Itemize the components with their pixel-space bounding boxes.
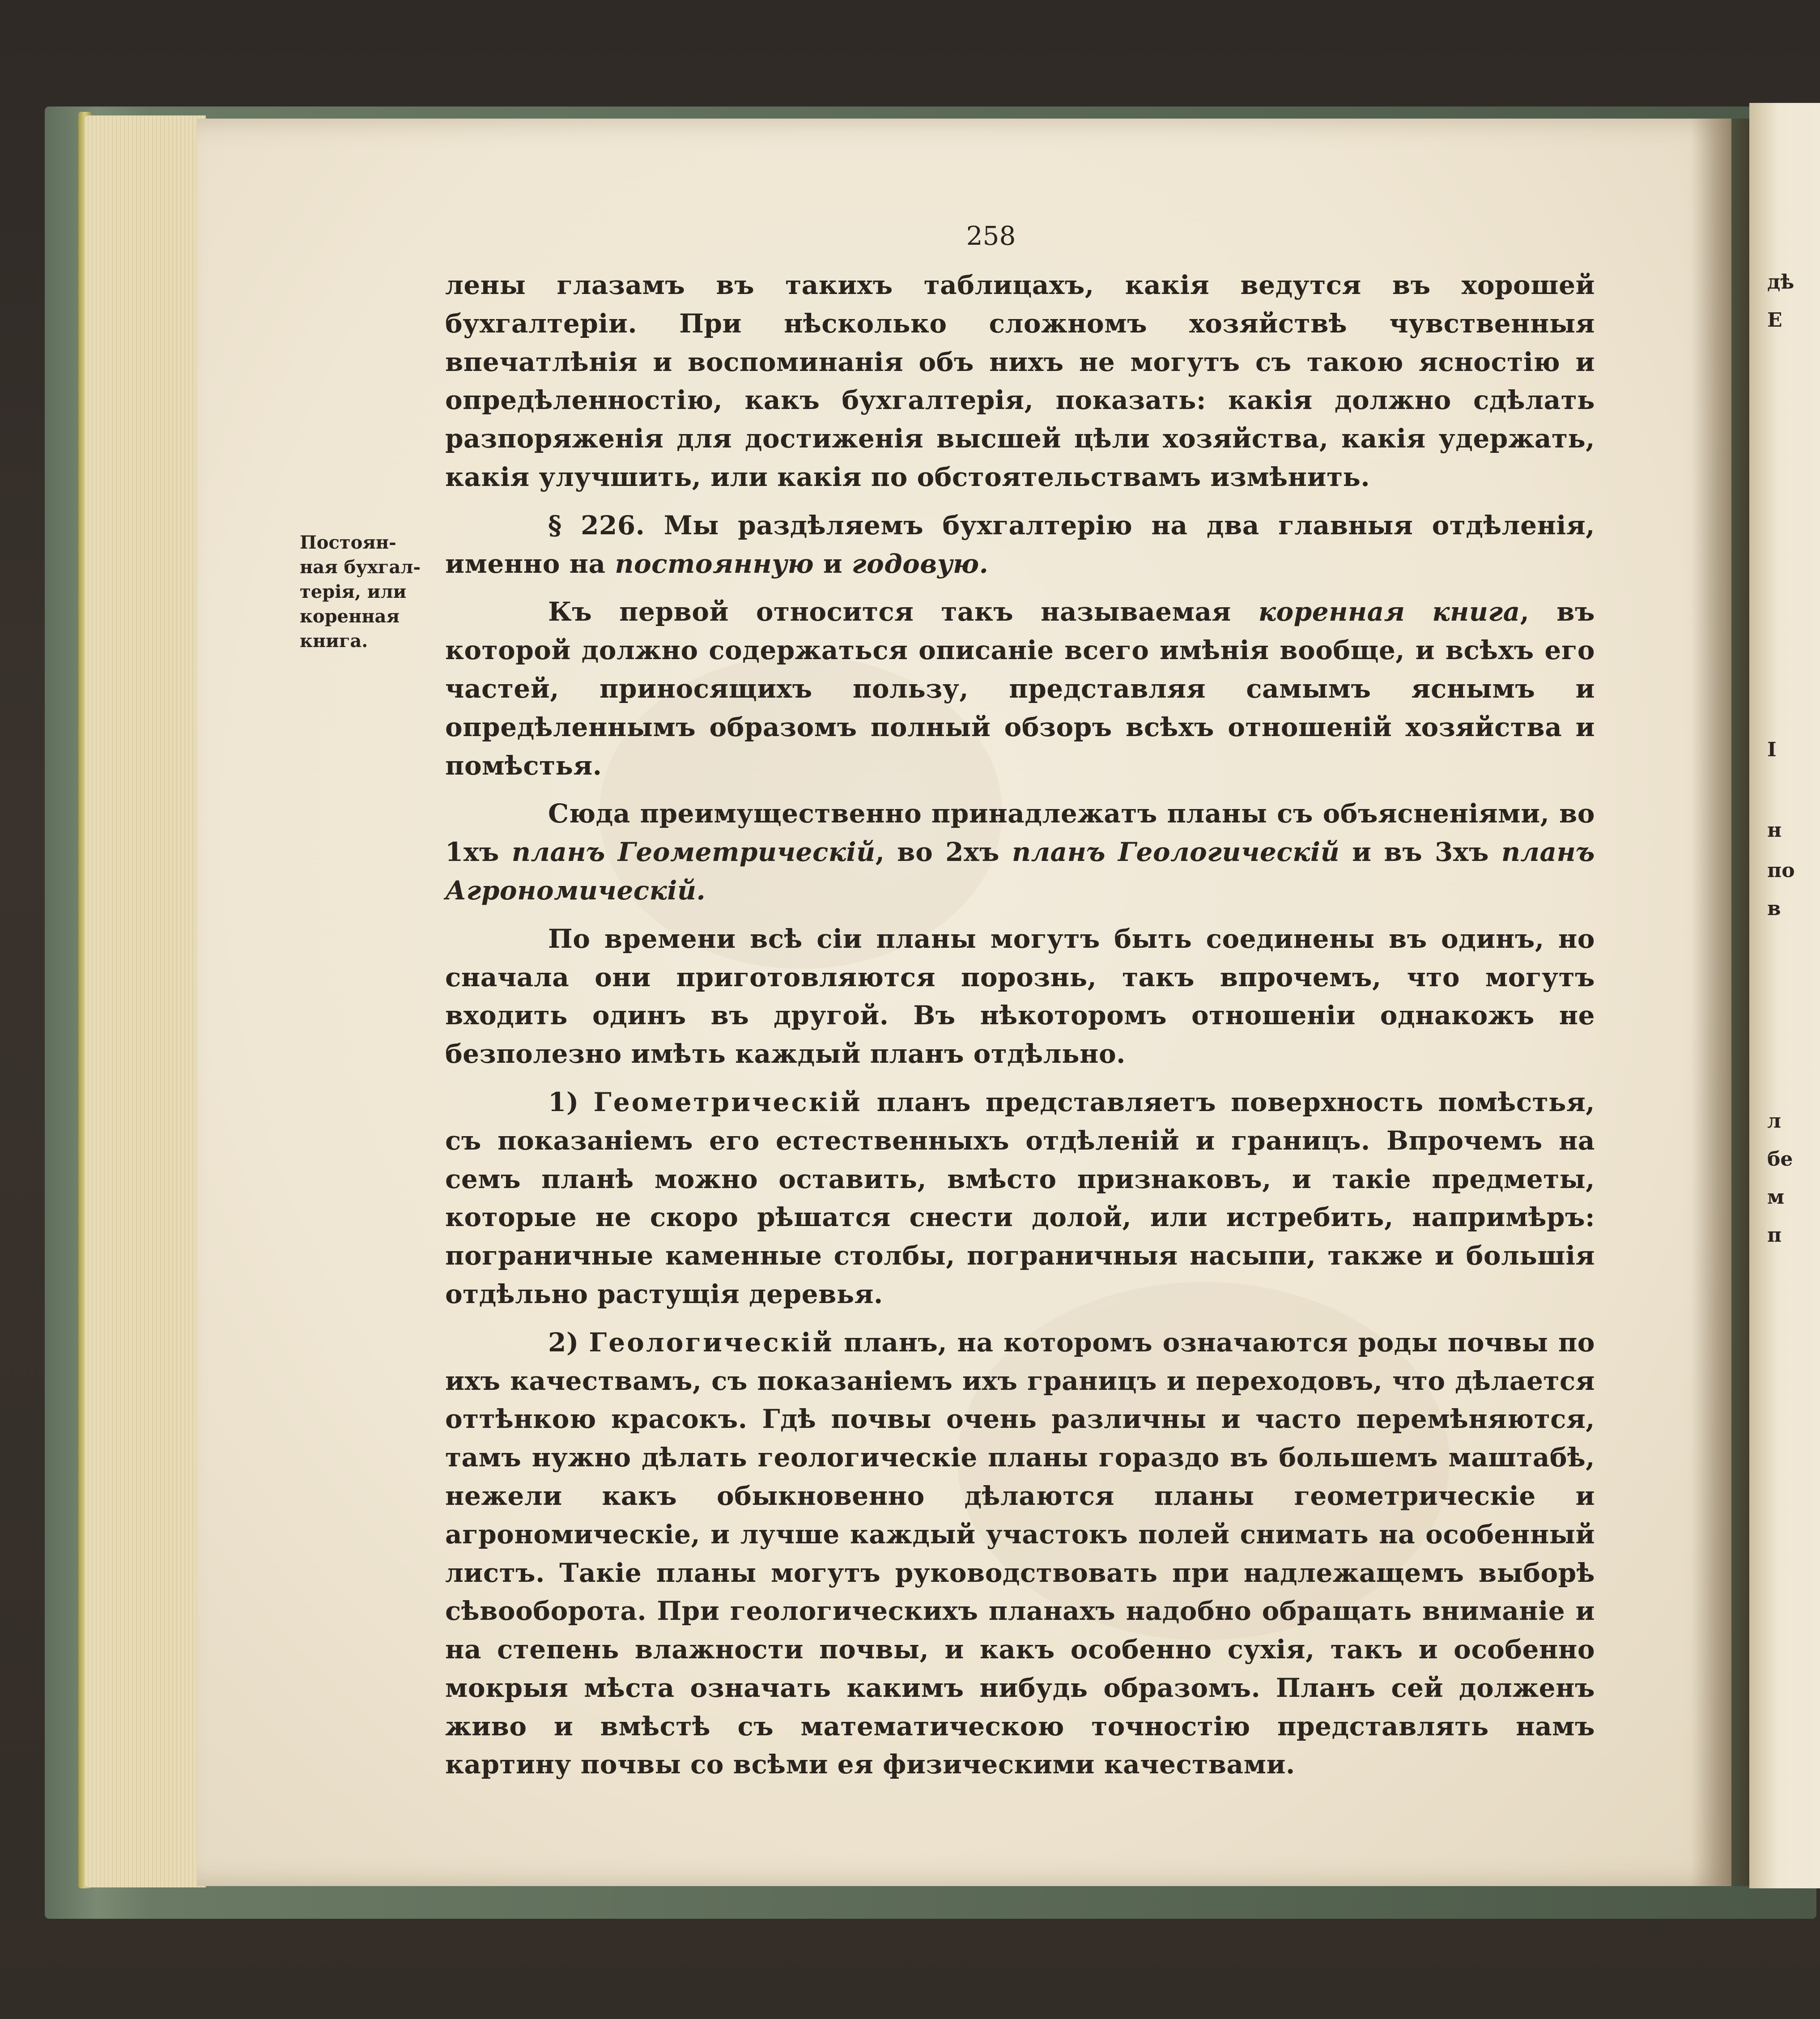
- facing-page-text: п: [1767, 1224, 1782, 1247]
- facing-page-fragment: [1749, 103, 1820, 1888]
- paragraph-section-226: [445, 507, 1595, 584]
- text-run: , во 2хъ: [875, 837, 1012, 868]
- body-text: [445, 266, 1595, 1794]
- text-run: и: [814, 548, 852, 579]
- facing-page-text: бе: [1767, 1148, 1793, 1171]
- facing-page-text: н: [1767, 819, 1782, 842]
- facing-page-text: в: [1767, 897, 1781, 920]
- margin-note-line: коренная: [300, 606, 400, 627]
- paragraph-6: [445, 1083, 1595, 1314]
- facing-page-text: І: [1767, 738, 1777, 761]
- text-run: § 226. Мы раздѣляемъ бухгалтерію на два главныя отдѣленія, именно на: [445, 510, 1595, 579]
- text-run: Къ первой относится такъ называемая: [548, 596, 1259, 627]
- margin-note: [300, 530, 434, 653]
- text-run: Сюда преимущественно принадлежатъ планы съ объясненіями, во 1хъ: [445, 798, 1595, 868]
- book-page: [197, 119, 1731, 1886]
- text-run: и въ 3хъ: [1339, 837, 1501, 868]
- paragraph-1: лены глазамъ въ такихъ таблицахъ, какія ведутся въ хорошей бухгалтеріи. При нѣсколько сложномъ хозяйствѣ чувственныя впечатлѣнія и воспоминанія объ нихъ не могутъ съ такою ясностію и опредѣленностію, какъ бухгалтерія, показать: какія должно сдѣлать разпоряженія для достиженія высшей цѣли хозяйства, какія удержать, какія улучшить, или какія по обстоятельствамъ измѣнить.: [445, 270, 1595, 492]
- italic-term: коренная книга: [1258, 596, 1520, 627]
- paragraph-7: [445, 1324, 1595, 1785]
- paragraph-3: [445, 593, 1595, 785]
- margin-note-line: ная бухгал-: [300, 557, 421, 578]
- margin-note-line: терія, или: [300, 581, 407, 602]
- page-gutter-shadow: [1691, 119, 1749, 1886]
- text-run: , въ которой должно содержаться описаніе всего имѣнія вообще, и всѣхъ его частей, приносящихъ пользу, представляя самымъ яснымъ и опредѣленнымъ образомъ полный обзоръ всѣхъ отношеній хозяйства и помѣстья.: [445, 596, 1595, 781]
- margin-note-line: Постоян-: [300, 532, 396, 553]
- text-run: планъ, на которомъ означаются роды почвы по ихъ качествамъ, съ показаніемъ ихъ границъ и переходовъ, что дѣлается оттѣнкою красокъ. Гдѣ почвы очень различны и часто перемѣняются, тамъ нужно дѣлать геологическіе планы гораздо въ большемъ маштабѣ, нежели какъ обыкновенно дѣлаются планы геометрическіе и агрономическіе, и лучше каждый участокъ полей снимать на особенный листъ. Такіе планы могутъ руководствовать при надлежащемъ выборѣ сѣвооборота. При геологическихъ планахъ надобно обращать вниманіе и на степень влажности почвы, и какъ особенно сухія, такъ и особенно мокрыя мѣста означать какимъ нибудь образомъ. Планъ сей долженъ живо и вмѣстѣ съ математическою точностію представлять намъ картину почвы со всѣми ея физическими качествами.: [445, 1327, 1595, 1780]
- paragraph-5: По времени всѣ сіи планы могутъ быть соединены въ одинъ, но сначала они приготовляются порознь, такъ впрочемъ, что могутъ входить одинъ въ другой. Въ нѣкоторомъ отношеніи однакожъ не безполезно имѣть каждый планъ отдѣльно.: [445, 923, 1595, 1069]
- italic-term: планъ Геологическій: [1012, 837, 1340, 868]
- margin-note-line: книга.: [300, 630, 368, 652]
- facing-page-text: л: [1767, 1110, 1782, 1133]
- facing-page-text: дѣ: [1767, 271, 1794, 294]
- page-stack-edges: [85, 115, 206, 1887]
- item-number: 2): [548, 1327, 589, 1358]
- page-number-text: 258: [966, 221, 1016, 251]
- page-number: [197, 221, 1731, 251]
- spaced-term: Геометрическій: [593, 1086, 862, 1117]
- text-run: планъ представляетъ поверхность помѣстья, съ показаніемъ его естественныхъ отдѣленій и границъ. Впрочемъ на семъ планѣ можно оставить, вмѣсто признаковъ, и такіе предметы, которые не скоро рѣшатся снести долой, или истребить, напримѣръ: пограничные каменные столбы, пограничныя насыпи, также и большія отдѣльно растущія деревья.: [445, 1086, 1595, 1309]
- facing-page-text: по: [1767, 859, 1795, 882]
- spaced-term: Геологическій: [589, 1327, 834, 1358]
- italic-term: планъ Агрономическій.: [445, 837, 1595, 906]
- italic-term: планъ Геометрическій: [511, 837, 876, 868]
- italic-term: постоянную: [615, 548, 814, 579]
- facing-page-text: м: [1767, 1186, 1785, 1209]
- facing-page-text: Е: [1767, 309, 1782, 332]
- italic-term: годовую.: [851, 548, 989, 579]
- item-number: 1): [548, 1086, 594, 1117]
- paragraph-4: [445, 795, 1595, 910]
